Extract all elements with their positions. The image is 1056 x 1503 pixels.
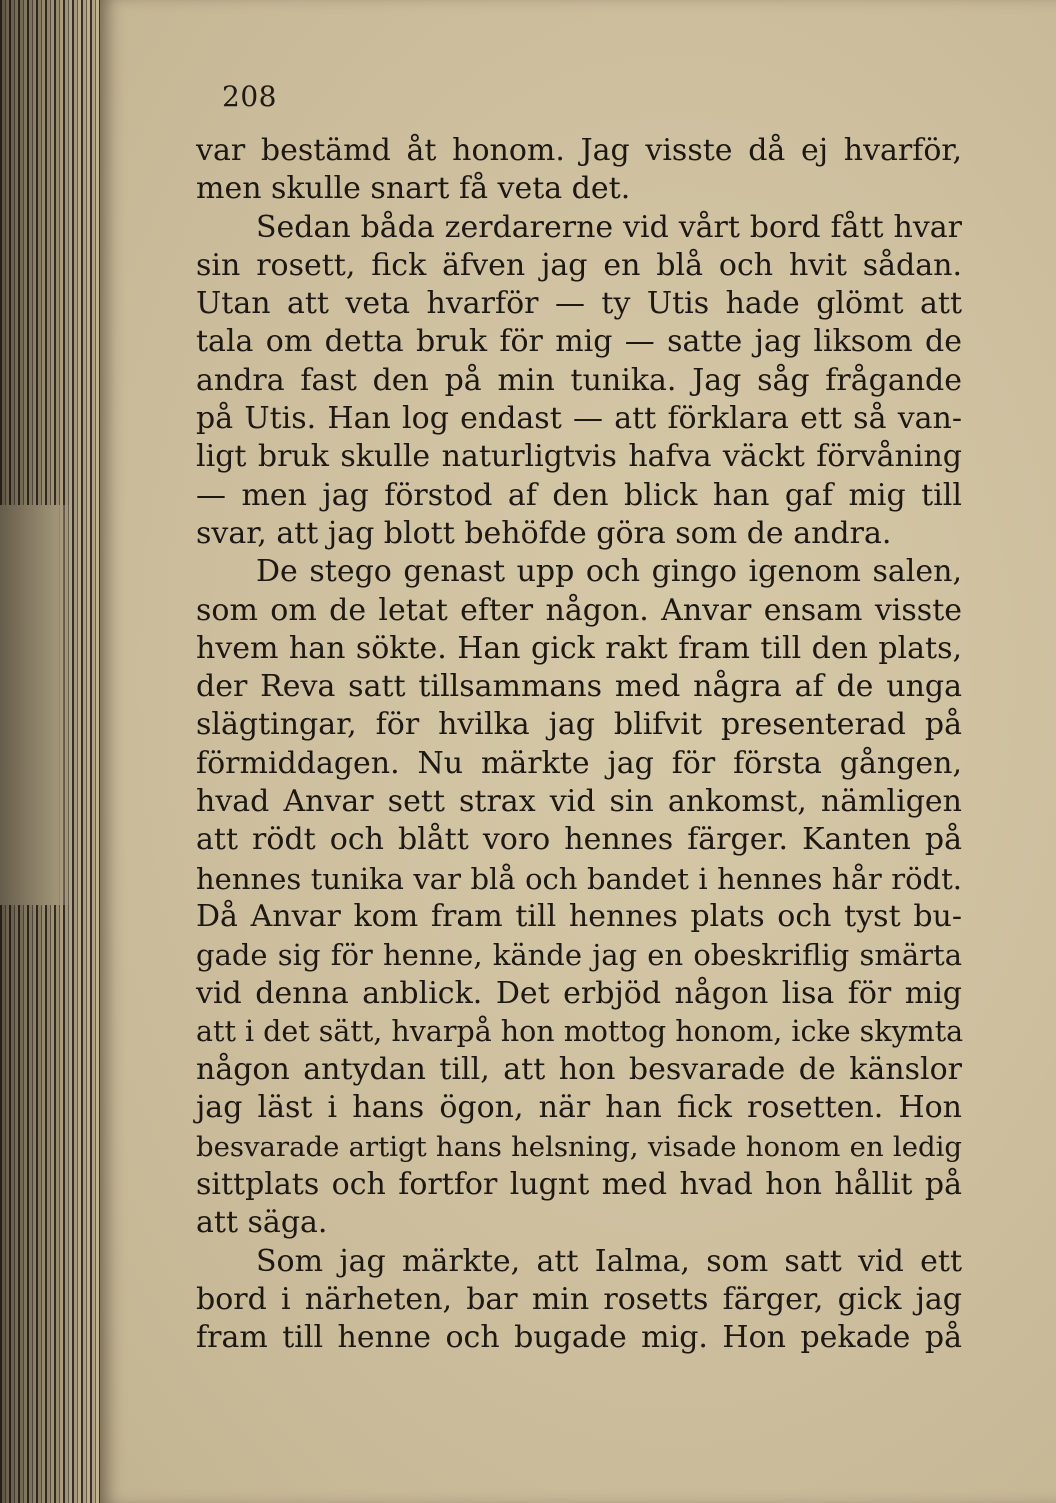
text-line: — men jag förstod af den blick han gaf mig till [196, 477, 962, 513]
text-line: slägtingar, för hvilka jag blifvit presenterad på [196, 707, 962, 743]
text-line: bord i närheten, bar min rosetts färger, gick jag [196, 1281, 962, 1317]
text-line: Sedan båda zerdarerne vid vårt bord fått hvar [256, 209, 962, 245]
text-line: gade sig för henne, kände jag en obeskriflig smärta [196, 938, 962, 973]
text-line: Då Anvar kom fram till hennes plats och tyst bu- [196, 898, 962, 934]
text-line: fram till henne och bugade mig. Hon pekade på [196, 1320, 962, 1356]
book-page-edges [0, 0, 110, 1503]
text-line: hvem han sökte. Han gick rakt fram till den plats, [196, 630, 962, 666]
text-line: jag läst i hans ögon, när han fick rosetten. Hon [196, 1090, 962, 1126]
body-text [196, 132, 962, 1358]
text-line: att säga. [196, 1205, 328, 1241]
text-line: på Utis. Han log endast — att förklara ett så van- [196, 401, 962, 437]
text-line: svar, att jag blott behöfde göra som de andra. [196, 515, 892, 551]
text-line: men skulle snart få veta det. [196, 171, 631, 207]
text-line: vid denna anblick. Det erbjöd någon lisa för mig [196, 975, 962, 1011]
text-line: De stego genast upp och gingo igenom salen, [256, 554, 962, 590]
text-line: Som jag märkte, att Ialma, som satt vid ett [256, 1243, 962, 1279]
page-number: 208 [222, 80, 277, 113]
text-line: som om de letat efter någon. Anvar ensam visste [196, 592, 962, 628]
text-line: förmiddagen. Nu märkte jag för första gången, [196, 745, 962, 781]
text-line: tala om detta bruk för mig — satte jag liksom de [196, 324, 962, 360]
text-line: besvarade artigt hans helsning, visade honom en ledig [196, 1130, 962, 1163]
text-line: hennes tunika var blå och bandet i hennes hår rödt. [196, 861, 962, 896]
text-line: der Reva satt tillsammans med några af de unga [196, 669, 962, 705]
text-line: andra fast den på min tunika. Jag såg frågande [196, 362, 962, 398]
text-line: sittplats och fortfor lugnt med hvad hon hållit på [196, 1167, 962, 1203]
text-line: hvad Anvar sett strax vid sin ankomst, nämligen [196, 784, 962, 820]
text-line: Utan att veta hvarför — ty Utis hade glömt att [196, 286, 962, 322]
text-line: var bestämd åt honom. Jag visste då ej hvarför, [196, 133, 962, 168]
text-line: sin rosett, fick äfven jag en blå och hvit sådan. [196, 247, 962, 283]
text-line: någon antydan till, att hon besvarade de känslor [196, 1052, 962, 1088]
binding-shadow [0, 0, 110, 1503]
text-line: ligt bruk skulle naturligtvis hafva väckt förvåning [196, 439, 962, 475]
text-line: att i det sätt, hvarpå hon mottog honom, icke skymta [196, 1014, 964, 1048]
text-line: att rödt och blått voro hennes färger. Kanten på [196, 822, 962, 858]
